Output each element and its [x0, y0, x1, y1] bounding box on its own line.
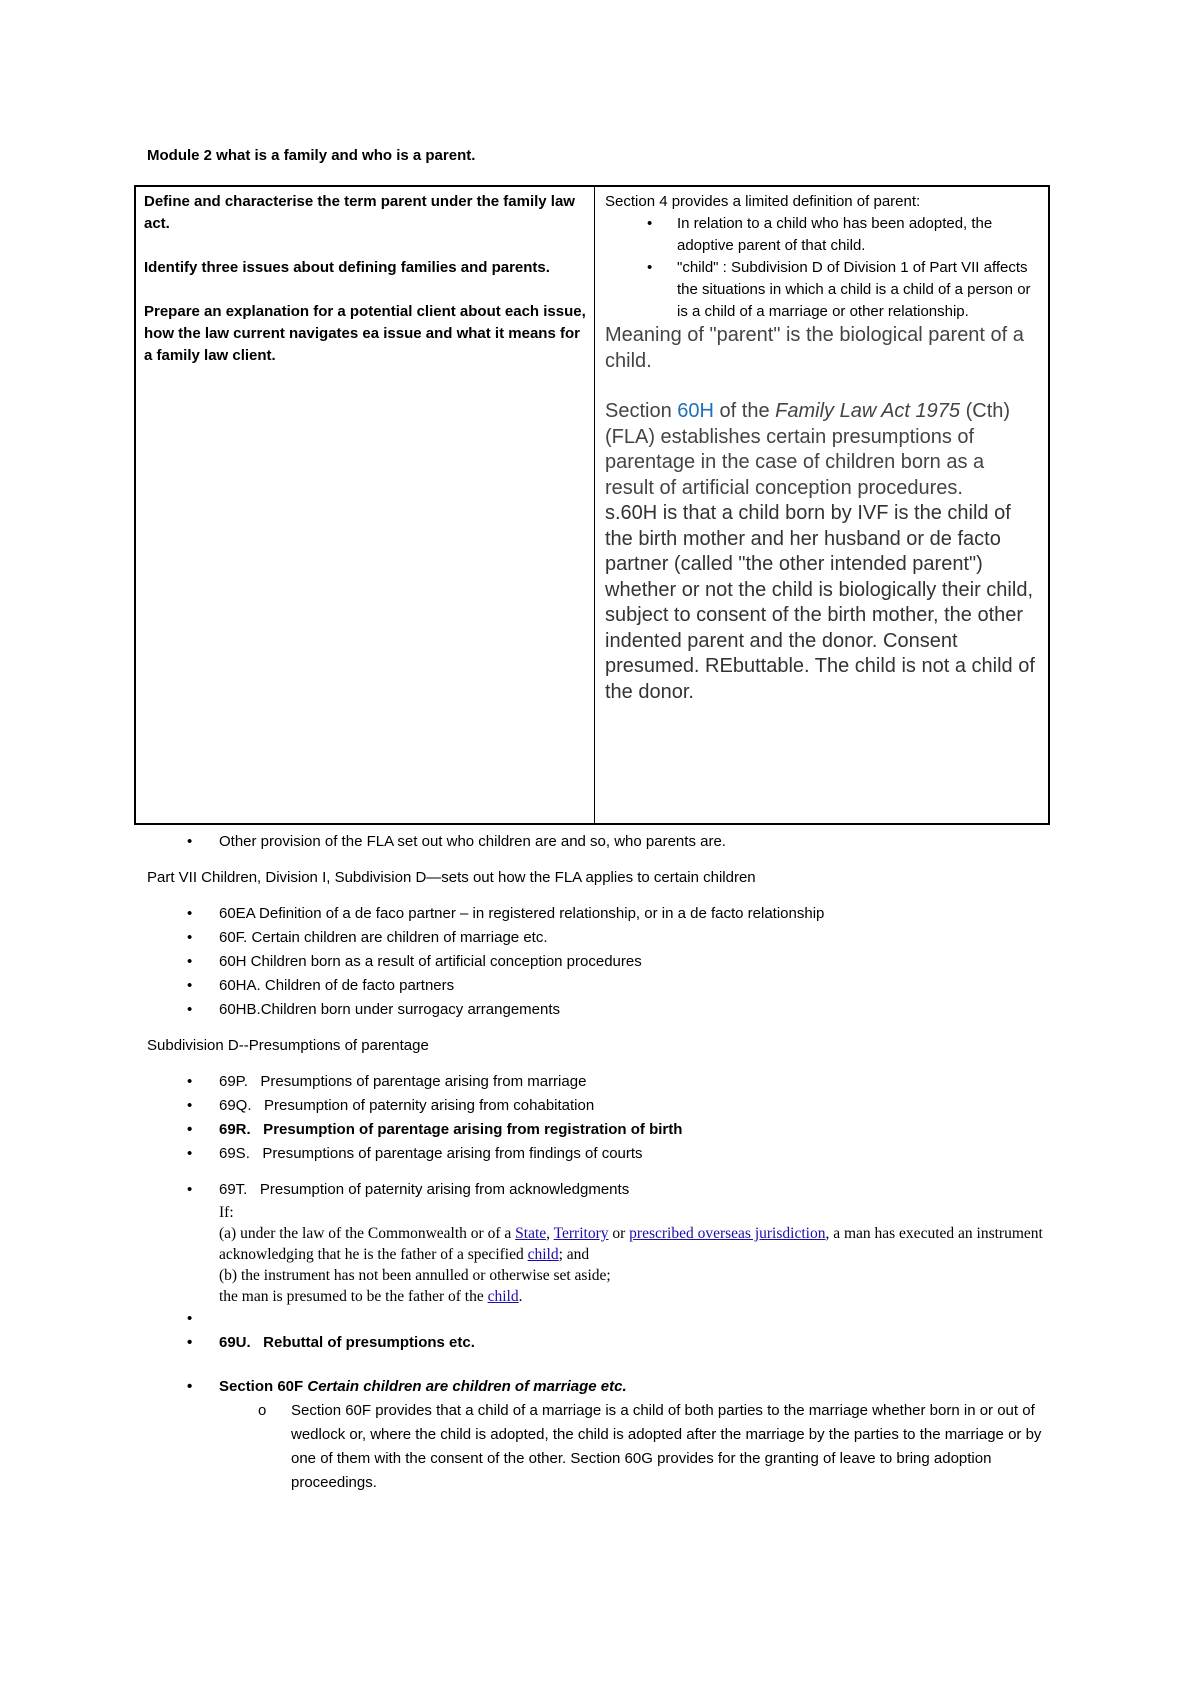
list-item-text: 69Q. Presumption of paternity arising from cohabitation [219, 1097, 595, 1114]
list-item-text: 69S. Presumptions of parentage arising from findings of courts [219, 1145, 643, 1162]
bullet-icon: • [187, 1181, 193, 1198]
clause-text: or [608, 1225, 630, 1242]
s60h-mid: of the [713, 400, 776, 422]
list-item [147, 1118, 1067, 1142]
s60f-label: Section 60F [219, 1378, 308, 1395]
s60f-sublist [147, 1399, 1067, 1495]
list-item [147, 1094, 1067, 1118]
s69t-clause-a [219, 1223, 1067, 1265]
list-item [147, 950, 1067, 974]
list-item [147, 974, 1067, 998]
table-right-cell [595, 187, 1048, 823]
clause-text: the man is presumed to be the father of the [219, 1288, 488, 1305]
list-item [147, 926, 1067, 950]
bullet-icon: • [187, 905, 193, 922]
task-identify: Identify three issues about defining families and parents. [144, 259, 550, 276]
table-left-cell [136, 187, 595, 823]
section-60h-paragraph [605, 399, 1038, 501]
s69t-if: If: [219, 1204, 234, 1221]
bullet-icon: • [187, 1097, 193, 1114]
child-link[interactable]: child [487, 1288, 519, 1305]
list-item: • "child" : Subdivision D of Division 1 of Part VII affects the situations in which a child is a child of a person or is a child of a marriage or other relationship. [677, 257, 1038, 323]
presumptions-list [147, 1070, 1067, 1166]
clause-text: , [546, 1225, 554, 1242]
empty-list-item [147, 1307, 1067, 1331]
prescribed-jurisdiction-link[interactable]: prescribed overseas jurisdiction [629, 1225, 826, 1242]
bullet-icon: • [187, 1121, 193, 1138]
state-link[interactable]: State [515, 1225, 547, 1242]
s69t-heading: 69T. Presumption of paternity arising from acknowledgments [219, 1181, 630, 1198]
list-item [147, 1142, 1067, 1166]
s69t-list [147, 1178, 1067, 1355]
bullet-icon: • [187, 833, 193, 850]
list-item [147, 998, 1067, 1022]
list-item [147, 830, 1067, 854]
list-item-text: 60HA. Children of de facto partners [219, 977, 455, 994]
list-item-text: 60H Children born as a result of artificial conception procedures [219, 953, 642, 970]
s60f-title: Certain children are children of marriage etc. [307, 1378, 627, 1395]
bullet-icon: • [187, 1145, 193, 1162]
after-table-list [147, 830, 1067, 854]
clause-text: ; and [558, 1246, 590, 1263]
s60f-list [147, 1375, 1067, 1399]
bullet-icon: • [187, 929, 193, 946]
bullet-icon: • [187, 1073, 193, 1090]
s60h-prefix: Section [605, 400, 678, 422]
clause-text: . [518, 1288, 523, 1305]
definition-table [134, 185, 1050, 825]
task-define: Define and characterise the term parent under the family law act. [144, 193, 575, 232]
section4-intro: Section 4 provides a limited definition of parent: [605, 193, 921, 210]
s69t-conclusion [219, 1286, 1067, 1307]
s60h-rest: (Cth) (FLA) establishes certain presumptions of parentage in the case of children born as a result of artificial conception procedures. [605, 400, 1011, 499]
bullet-icon: • [187, 1378, 193, 1395]
list-item [147, 1070, 1067, 1094]
list-item-text: 60F. Certain children are children of marriage etc. [219, 929, 548, 946]
list-item [147, 1399, 1067, 1495]
list-item-text: 60HB.Children born under surrogacy arrangements [219, 1001, 561, 1018]
list-item [147, 1331, 1067, 1355]
list-item-text: Other provision of the FLA set out who children are and so, who parents are. [219, 833, 726, 850]
list-item [147, 1178, 1067, 1307]
page-title: Module 2 what is a family and who is a parent. [147, 147, 476, 164]
circle-bullet-icon: o [258, 1402, 267, 1419]
list-item-text: 69U. Rebuttal of presumptions etc. [219, 1334, 475, 1351]
territory-link[interactable]: Territory [553, 1225, 609, 1242]
child-link[interactable]: child [527, 1246, 559, 1263]
list-item-text: 60EA Definition of a de faco partner – in registered relationship, or in a de facto relationship [219, 905, 825, 922]
list-item: • In relation to a child who has been adopted, the adoptive parent of that child. [677, 213, 1038, 257]
bullet-icon: • [187, 977, 193, 994]
part-vii-heading: Part VII Children, Division I, Subdivision D—sets out how the FLA applies to certain children [147, 869, 756, 886]
subdivision-heading: Subdivision D--Presumptions of parentage [147, 1037, 429, 1054]
ivf-paragraph: s.60H is that a child born by IVF is the child of the birth mother and her husband or de facto partner (called "the other intended parent") whether or not the child is biologically their child, subject to consent of the birth mother, the other indented parent and the donor. Consent presumed. REbuttable. The child is not a child of the donor. [605, 502, 1035, 703]
bullet-icon: • [187, 1334, 193, 1351]
s69t-clause-b: (b) the instrument has not been annulled or otherwise set aside; [219, 1267, 611, 1284]
clause-text: , a man has executed an instrument acknowledging that he is the father of a specified [219, 1225, 1043, 1263]
bullet-icon: • [187, 1310, 193, 1327]
list-item-text: 69P. Presumptions of parentage arising from marriage [219, 1073, 587, 1090]
list-item [147, 1375, 1067, 1399]
list-item [147, 902, 1067, 926]
s60h-link[interactable]: 60H [677, 400, 714, 422]
meaning-of-parent: Meaning of "parent" is the biological parent of a child. [605, 324, 1024, 372]
part-vii-list [147, 902, 1067, 1022]
bullet-icon: • [187, 953, 193, 970]
list-item-text: 69R. Presumption of parentage arising from registration of birth [219, 1121, 683, 1138]
task-prepare: Prepare an explanation for a potential client about each issue, how the law current navigates ea issue and what it means for a family law client. [144, 303, 586, 364]
s69t-text [219, 1202, 1067, 1307]
clause-text: (a) under the law of the Commonwealth or of a [219, 1225, 516, 1242]
bullet-icon: • [187, 1001, 193, 1018]
section4-list [605, 213, 1038, 323]
s60h-act-title: Family Law Act 1975 [775, 400, 961, 422]
list-item-text: Section 60F provides that a child of a marriage is a child of both parties to the marriage whether born in or out of wedlock or, where the child is adopted, the child is adopted after the marriage by the parties to the marriage or by one of them with the consent of the other. Section 60G provides for the granting of leave to bring adoption proceedings. [291, 1402, 1042, 1491]
document-body [147, 830, 1067, 1495]
